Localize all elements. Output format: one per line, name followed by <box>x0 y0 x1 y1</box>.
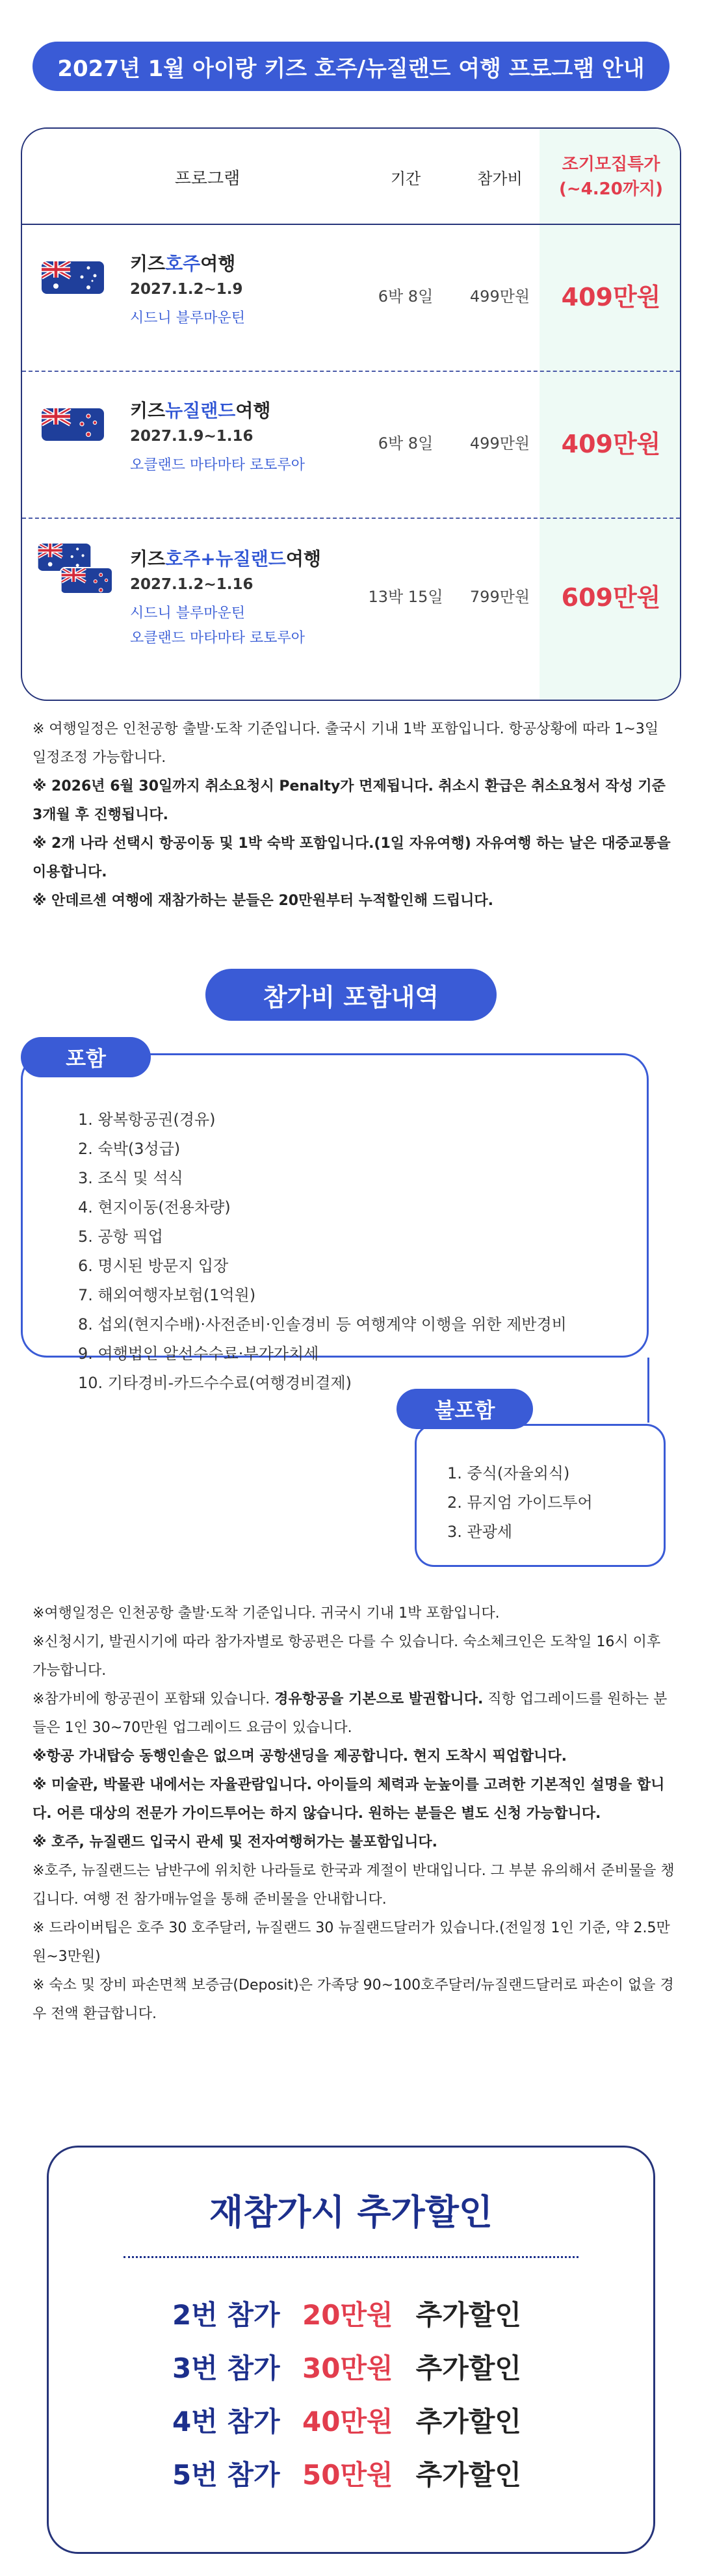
list-item: 3. 조식 및 석식 <box>78 1169 183 1187</box>
program-name-prefix: 키즈 <box>130 548 166 570</box>
header-period: 기간 <box>390 169 421 188</box>
list-item: 3. 관광세 <box>447 1523 513 1541</box>
program-name <box>130 397 270 423</box>
note-item: ※ 미술관, 박물관 내에서는 자율관람입니다. 아이들의 체력과 눈높이를 고려한 기본적인 설명을 합니다. 어른 대상의 전문가 가이드투어는 하지 않습니다. 원하는 분들은 별도 신청 가능합니다. <box>32 1777 665 1822</box>
list-item: 10. 기타경비-카드수수료(여행경비결제) <box>78 1374 352 1392</box>
program-name-highlight: 호주+뉴질랜드 <box>165 548 286 570</box>
discount-row <box>172 2454 521 2493</box>
new-zealand-flag-icon <box>60 567 113 594</box>
note-item: ※여행일정은 인천공항 출발·도착 기준입니다. 귀국시 기내 1박 포함입니다. <box>32 1605 500 1622</box>
list-item: 6. 명시된 방문지 입장 <box>78 1257 229 1275</box>
section-title-included: 참가비 포함내역 <box>205 969 497 1021</box>
list-item: 2. 뮤지엄 가이드투어 <box>447 1493 593 1512</box>
discount-suffix: 추가할인 <box>415 2352 521 2384</box>
program-name-suffix: 여행 <box>285 548 321 570</box>
discount-amount: 20만원 <box>302 2299 393 2331</box>
participation-count: 4번 참가 <box>172 2406 280 2438</box>
table-header <box>22 129 680 225</box>
note-item: ※신청시기, 발권시기에 따라 참가자별로 항공편은 다를 수 있습니다. 숙소체크인은 도착일 16시 이후 가능합니다. <box>32 1634 661 1679</box>
note-item: ※ 2개 나라 선택시 항공이동 및 1박 숙박 포함입니다.(1일 자유여행) 자유여행 하는 날은 대중교통을 이용합니다. <box>32 835 671 880</box>
program-name-prefix: 키즈 <box>130 400 166 421</box>
discount-amount: 40만원 <box>302 2406 393 2438</box>
discount-amount: 50만원 <box>302 2459 393 2491</box>
discount-row <box>172 2294 521 2333</box>
program-name-suffix: 여행 <box>235 400 271 421</box>
list-item: 2. 숙박(3성급) <box>78 1140 181 1158</box>
program-place: 시드니 블루마운틴 <box>130 605 246 622</box>
program-date: 2027.1.9~1.16 <box>130 428 254 445</box>
excluded-label: 불포함 <box>396 1389 533 1429</box>
discount-amount: 30만원 <box>302 2352 393 2384</box>
discount-suffix: 추가할인 <box>415 2459 521 2491</box>
note-item: ※ 2026년 6월 30일까지 취소요청시 Penalty가 면제됩니다. 취소시 환급은 취소요청서 작성 기준 3개월 후 진행됩니다. <box>32 778 666 823</box>
program-name-highlight: 뉴질랜드 <box>165 400 236 421</box>
program-name-prefix: 키즈 <box>130 253 166 274</box>
header-program: 프로그램 <box>174 168 240 189</box>
note-emphasis: 경유항공을 기본으로 발권합니다. <box>274 1691 484 1707</box>
header-promo <box>540 129 681 225</box>
list-item: 7. 해외여행자보험(1억원) <box>78 1286 256 1304</box>
table-row <box>22 372 680 519</box>
note-text: ※참가비에 항공권이 포함돼 있습니다. <box>32 1691 275 1707</box>
promo-price-cell: 409만원 <box>561 430 661 458</box>
participation-count: 3번 참가 <box>172 2352 280 2384</box>
note-item: ※호주, 뉴질랜드는 남반구에 위치한 나라들로 한국과 계절이 반대입니다. 그 부분 유의해서 준비물을 챙깁니다. 여행 전 참가매뉴얼을 통해 준비물을 안내합니다. <box>32 1863 675 1908</box>
note-item <box>32 1685 676 1742</box>
note-item: ※항공 가내탑승 동행인솔은 없으며 공항샌딩을 제공합니다. 현지 도착시 픽업합니다. <box>32 1748 567 1765</box>
table-row <box>22 519 680 701</box>
page-title: 2027년 1월 아이랑 키즈 호주/뉴질랜드 여행 프로그램 안내 <box>32 42 670 91</box>
divider <box>124 2256 578 2258</box>
list-item: 9. 여행법인 알선수수료·부가가치세 <box>78 1345 319 1363</box>
participation-count: 5번 참가 <box>172 2459 280 2491</box>
included-list <box>78 1105 567 1398</box>
new-zealand-flag-icon <box>42 408 104 441</box>
discount-suffix: 추가할인 <box>415 2299 521 2331</box>
program-name <box>130 545 321 571</box>
program-table <box>21 127 681 701</box>
discount-suffix: 추가할인 <box>415 2406 521 2438</box>
discount-row <box>172 2347 521 2386</box>
header-promo-line2: (~4.20까지) <box>559 179 663 199</box>
australia-flag-icon <box>42 261 104 294</box>
fee-cell: 799만원 <box>469 588 530 606</box>
note-item: ※ 드라이버팁은 호주 30 호주달러, 뉴질랜드 30 뉴질랜드달러가 있습니다.(전일정 1인 기준, 약 2.5만원~3만원) <box>32 1920 670 1965</box>
note-item: ※ 호주, 뉴질랜드 입국시 관세 및 전자여행허가는 불포함입니다. <box>32 1834 438 1850</box>
list-item: 4. 현지이동(전용차량) <box>78 1198 231 1216</box>
list-item: 1. 중식(자율외식) <box>447 1464 570 1482</box>
promo-price-cell: 609만원 <box>561 583 661 612</box>
note-item: ※ 안데르센 여행에 재참가하는 분들은 20만원부터 누적할인해 드립니다. <box>32 893 494 909</box>
period-cell: 13박 15일 <box>368 588 443 606</box>
period-cell: 6박 8일 <box>378 287 434 306</box>
notes-travel <box>32 1599 676 2029</box>
program-date: 2027.1.2~1.16 <box>130 576 254 593</box>
included-label: 포함 <box>21 1037 151 1077</box>
fee-cell: 499만원 <box>469 287 530 306</box>
notes-program <box>32 715 676 915</box>
program-place: 오클랜드 마타마타 로토루아 <box>130 630 306 646</box>
excluded-list <box>447 1459 593 1547</box>
list-item: 1. 왕복항공권(경유) <box>78 1111 216 1129</box>
table-row <box>22 225 680 372</box>
note-text: 직항 업그레이드를 원하는 분들은 1인 30~70만원 업그레이드 요금이 있습니다. <box>32 1691 668 1736</box>
header-fee: 참가비 <box>477 169 523 188</box>
list-item: 5. 공항 픽업 <box>78 1228 163 1246</box>
note-item: ※ 여행일정은 인천공항 출발·도착 기준입니다. 출국시 기내 1박 포함입니다. 항공상황에 따라 1~3일 일정조정 가능합니다. <box>32 721 659 766</box>
list-item: 8. 섭외(현지수배)·사전준비·인솔경비 등 여행계약 이행을 위한 제반경비 <box>78 1315 567 1334</box>
program-place: 오클랜드 마타마타 로토루아 <box>130 457 306 473</box>
program-name-highlight: 호주 <box>165 253 201 274</box>
participation-count: 2번 참가 <box>172 2299 280 2331</box>
discount-title: 재참가시 추가할인 <box>209 2192 493 2233</box>
box-connector <box>647 1358 649 1423</box>
program-place: 시드니 블루마운틴 <box>130 310 246 326</box>
program-date: 2027.1.2~1.9 <box>130 281 243 298</box>
fee-cell: 499만원 <box>469 434 530 453</box>
promo-price-cell: 409만원 <box>561 283 661 311</box>
program-name <box>130 250 235 276</box>
period-cell: 6박 8일 <box>378 434 434 453</box>
program-name-suffix: 여행 <box>200 253 236 274</box>
header-promo-line1: 조기모집특가 <box>562 155 660 174</box>
discount-row <box>172 2400 521 2439</box>
note-item: ※ 숙소 및 장비 파손면책 보증금(Deposit)은 가족당 90~100호주달러/뉴질랜드달러로 파손이 없을 경우 전액 환급합니다. <box>32 1977 674 2022</box>
